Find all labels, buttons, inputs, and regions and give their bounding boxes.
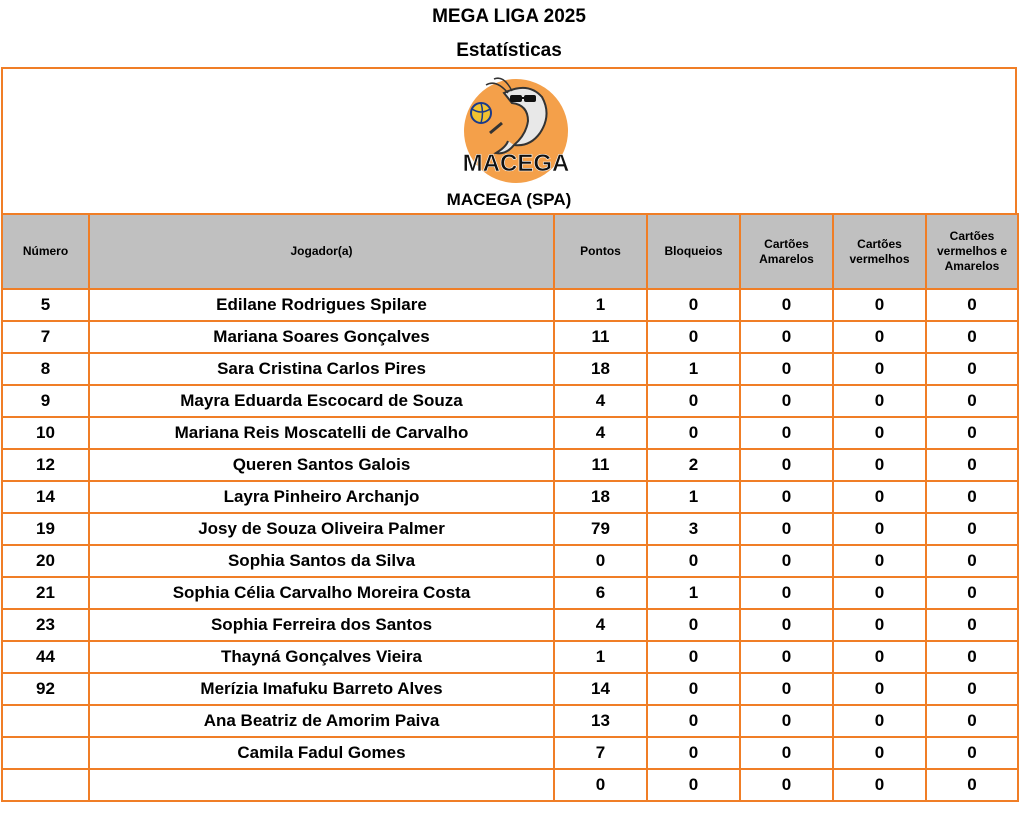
cell-amarelos: 0 bbox=[740, 385, 833, 417]
cell-pontos: 6 bbox=[554, 577, 647, 609]
cell-jogador: Queren Santos Galois bbox=[89, 449, 554, 481]
table-row bbox=[2, 641, 1018, 673]
cell-bloqueios: 0 bbox=[647, 289, 740, 321]
cell-bloqueios: 0 bbox=[647, 641, 740, 673]
table-row bbox=[2, 449, 1018, 481]
table-row bbox=[2, 385, 1018, 417]
cell-jogador: Layra Pinheiro Archanjo bbox=[89, 481, 554, 513]
col-cartoes-vermelhos-amarelos: Cartões vermelhos e Amarelos bbox=[926, 214, 1018, 289]
cell-vermelhos: 0 bbox=[833, 673, 926, 705]
cell-numero: 23 bbox=[2, 609, 89, 641]
cell-vermelhos-amarelos: 0 bbox=[926, 289, 1018, 321]
cell-vermelhos-amarelos: 0 bbox=[926, 673, 1018, 705]
cell-numero: 21 bbox=[2, 577, 89, 609]
cell-pontos: 11 bbox=[554, 321, 647, 353]
table-row bbox=[2, 289, 1018, 321]
cell-jogador: Merízia Imafuku Barreto Alves bbox=[89, 673, 554, 705]
cell-jogador: Ana Beatriz de Amorim Paiva bbox=[89, 705, 554, 737]
cell-vermelhos-amarelos: 0 bbox=[926, 641, 1018, 673]
cell-vermelhos-amarelos: 0 bbox=[926, 321, 1018, 353]
cell-amarelos: 0 bbox=[740, 449, 833, 481]
cell-bloqueios: 0 bbox=[647, 769, 740, 801]
cell-vermelhos: 0 bbox=[833, 417, 926, 449]
cell-bloqueios: 1 bbox=[647, 353, 740, 385]
cell-bloqueios: 2 bbox=[647, 449, 740, 481]
cell-vermelhos-amarelos: 0 bbox=[926, 545, 1018, 577]
cell-amarelos: 0 bbox=[740, 289, 833, 321]
cell-amarelos: 0 bbox=[740, 737, 833, 769]
cell-vermelhos: 0 bbox=[833, 481, 926, 513]
cell-vermelhos-amarelos: 0 bbox=[926, 417, 1018, 449]
table-row bbox=[2, 673, 1018, 705]
cell-numero bbox=[2, 737, 89, 769]
cell-bloqueios: 0 bbox=[647, 609, 740, 641]
page-subtitle: Estatísticas bbox=[456, 40, 562, 61]
cell-vermelhos-amarelos: 0 bbox=[926, 769, 1018, 801]
cell-pontos: 1 bbox=[554, 289, 647, 321]
cell-vermelhos: 0 bbox=[833, 353, 926, 385]
cell-bloqueios: 3 bbox=[647, 513, 740, 545]
cell-pontos: 0 bbox=[554, 545, 647, 577]
cell-vermelhos-amarelos: 0 bbox=[926, 705, 1018, 737]
cell-amarelos: 0 bbox=[740, 641, 833, 673]
cell-pontos: 14 bbox=[554, 673, 647, 705]
cell-vermelhos-amarelos: 0 bbox=[926, 513, 1018, 545]
cell-numero: 7 bbox=[2, 321, 89, 353]
cell-vermelhos: 0 bbox=[833, 737, 926, 769]
cell-pontos: 79 bbox=[554, 513, 647, 545]
cell-amarelos: 0 bbox=[740, 545, 833, 577]
cell-numero: 20 bbox=[2, 545, 89, 577]
cell-vermelhos: 0 bbox=[833, 769, 926, 801]
cell-vermelhos-amarelos: 0 bbox=[926, 481, 1018, 513]
team-logo bbox=[456, 75, 576, 183]
cell-vermelhos-amarelos: 0 bbox=[926, 385, 1018, 417]
cell-jogador: Josy de Souza Oliveira Palmer bbox=[89, 513, 554, 545]
cell-vermelhos: 0 bbox=[833, 545, 926, 577]
table-row bbox=[2, 577, 1018, 609]
cell-jogador bbox=[89, 769, 554, 801]
col-jogador: Jogador(a) bbox=[89, 214, 554, 289]
table-row bbox=[2, 705, 1018, 737]
cell-pontos: 4 bbox=[554, 417, 647, 449]
cell-jogador: Edilane Rodrigues Spilare bbox=[89, 289, 554, 321]
cell-vermelhos: 0 bbox=[833, 577, 926, 609]
cell-jogador: Mariana Reis Moscatelli de Carvalho bbox=[89, 417, 554, 449]
cell-numero: 9 bbox=[2, 385, 89, 417]
logo-text: MACEGA bbox=[462, 150, 570, 177]
cell-bloqueios: 0 bbox=[647, 705, 740, 737]
cell-jogador: Thayná Gonçalves Vieira bbox=[89, 641, 554, 673]
cell-pontos: 18 bbox=[554, 481, 647, 513]
cell-amarelos: 0 bbox=[740, 769, 833, 801]
cell-vermelhos: 0 bbox=[833, 513, 926, 545]
cell-amarelos: 0 bbox=[740, 321, 833, 353]
cell-bloqueios: 0 bbox=[647, 321, 740, 353]
col-numero: Número bbox=[2, 214, 89, 289]
cell-jogador: Sara Cristina Carlos Pires bbox=[89, 353, 554, 385]
cell-vermelhos: 0 bbox=[833, 385, 926, 417]
cell-numero: 5 bbox=[2, 289, 89, 321]
cell-vermelhos: 0 bbox=[833, 609, 926, 641]
table-row bbox=[2, 513, 1018, 545]
cell-vermelhos: 0 bbox=[833, 449, 926, 481]
stats-table bbox=[1, 213, 1019, 802]
cell-jogador: Sophia Ferreira dos Santos bbox=[89, 609, 554, 641]
cell-jogador: Mayra Eduarda Escocard de Souza bbox=[89, 385, 554, 417]
cell-numero bbox=[2, 769, 89, 801]
cell-numero: 92 bbox=[2, 673, 89, 705]
cell-amarelos: 0 bbox=[740, 353, 833, 385]
cell-jogador: Camila Fadul Gomes bbox=[89, 737, 554, 769]
cell-amarelos: 0 bbox=[740, 481, 833, 513]
team-panel bbox=[1, 67, 1017, 213]
cell-amarelos: 0 bbox=[740, 673, 833, 705]
table-row bbox=[2, 545, 1018, 577]
cell-vermelhos: 0 bbox=[833, 705, 926, 737]
cell-vermelhos: 0 bbox=[833, 321, 926, 353]
cell-bloqueios: 0 bbox=[647, 385, 740, 417]
team-name: MACEGA (SPA) bbox=[446, 190, 572, 209]
table-row bbox=[2, 769, 1018, 801]
cell-vermelhos-amarelos: 0 bbox=[926, 577, 1018, 609]
col-bloqueios: Bloqueios bbox=[647, 214, 740, 289]
cell-vermelhos: 0 bbox=[833, 641, 926, 673]
table-row bbox=[2, 417, 1018, 449]
table-header-row bbox=[2, 214, 1018, 289]
cell-pontos: 1 bbox=[554, 641, 647, 673]
cell-bloqueios: 0 bbox=[647, 545, 740, 577]
cell-pontos: 11 bbox=[554, 449, 647, 481]
cell-numero: 10 bbox=[2, 417, 89, 449]
cell-numero: 44 bbox=[2, 641, 89, 673]
cell-amarelos: 0 bbox=[740, 513, 833, 545]
cell-pontos: 7 bbox=[554, 737, 647, 769]
col-cartoes-amarelos: Cartões Amarelos bbox=[740, 214, 833, 289]
cell-numero: 12 bbox=[2, 449, 89, 481]
col-cartoes-vermelhos: Cartões vermelhos bbox=[833, 214, 926, 289]
cell-pontos: 4 bbox=[554, 609, 647, 641]
cell-vermelhos-amarelos: 0 bbox=[926, 609, 1018, 641]
cell-bloqueios: 1 bbox=[647, 481, 740, 513]
col-pontos: Pontos bbox=[554, 214, 647, 289]
cell-pontos: 4 bbox=[554, 385, 647, 417]
table-row bbox=[2, 353, 1018, 385]
cell-bloqueios: 1 bbox=[647, 577, 740, 609]
cell-vermelhos-amarelos: 0 bbox=[926, 737, 1018, 769]
cell-jogador: Sophia Santos da Silva bbox=[89, 545, 554, 577]
cell-amarelos: 0 bbox=[740, 417, 833, 449]
cell-vermelhos-amarelos: 0 bbox=[926, 353, 1018, 385]
cell-bloqueios: 0 bbox=[647, 737, 740, 769]
cell-pontos: 0 bbox=[554, 769, 647, 801]
cell-bloqueios: 0 bbox=[647, 417, 740, 449]
cell-numero bbox=[2, 705, 89, 737]
cell-numero: 14 bbox=[2, 481, 89, 513]
table-row bbox=[2, 481, 1018, 513]
cell-bloqueios: 0 bbox=[647, 673, 740, 705]
table-row bbox=[2, 321, 1018, 353]
cell-vermelhos: 0 bbox=[833, 289, 926, 321]
cell-vermelhos-amarelos: 0 bbox=[926, 449, 1018, 481]
cell-pontos: 13 bbox=[554, 705, 647, 737]
table-row bbox=[2, 737, 1018, 769]
cell-amarelos: 0 bbox=[740, 577, 833, 609]
cell-jogador: Sophia Célia Carvalho Moreira Costa bbox=[89, 577, 554, 609]
cell-numero: 19 bbox=[2, 513, 89, 545]
cell-amarelos: 0 bbox=[740, 609, 833, 641]
cell-pontos: 18 bbox=[554, 353, 647, 385]
cell-numero: 8 bbox=[2, 353, 89, 385]
table-row bbox=[2, 609, 1018, 641]
cell-jogador: Mariana Soares Gonçalves bbox=[89, 321, 554, 353]
cell-amarelos: 0 bbox=[740, 705, 833, 737]
page-title: MEGA LIGA 2025 bbox=[432, 6, 586, 27]
